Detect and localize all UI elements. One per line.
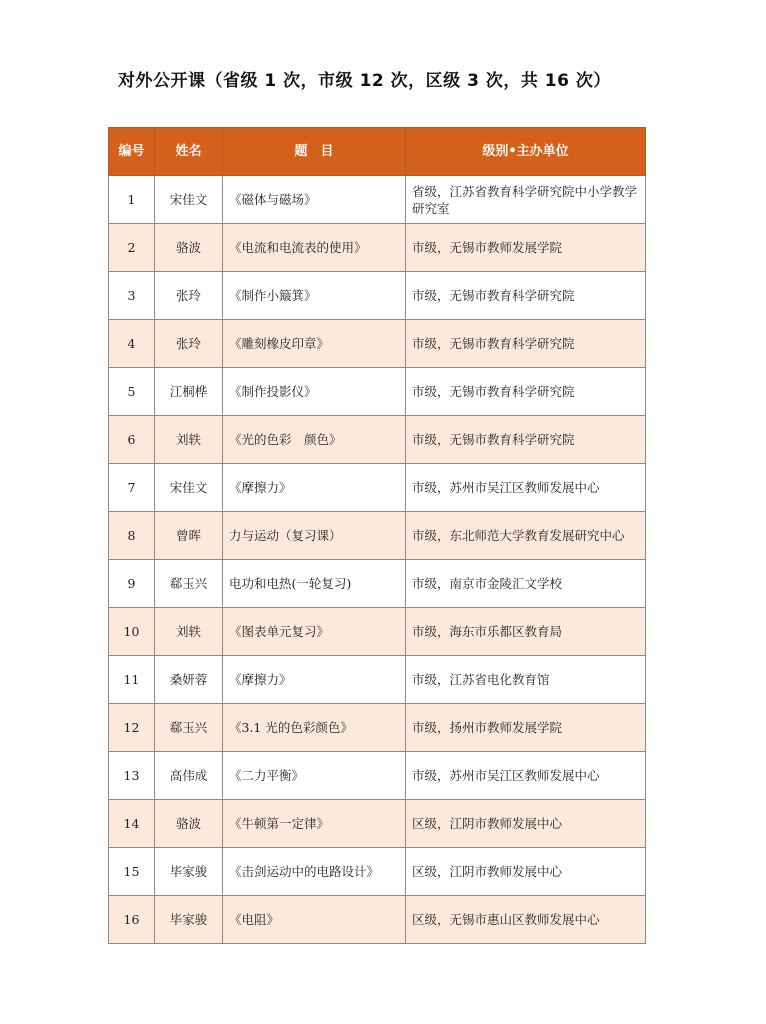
table-header (109, 128, 646, 176)
row-lesson-title: 《牛顿第一定律》 (223, 800, 406, 848)
row-lesson-title: 《击剑运动中的电路设计》 (223, 848, 406, 896)
header-row (109, 128, 646, 176)
row-number: 1 (109, 176, 155, 224)
header-number: 编号 (109, 128, 155, 176)
row-teacher-name: 江桐桦 (155, 368, 223, 416)
table-row (109, 320, 646, 368)
row-number: 7 (109, 464, 155, 512)
row-number: 14 (109, 800, 155, 848)
row-teacher-name: 张玲 (155, 320, 223, 368)
row-number: 12 (109, 704, 155, 752)
row-level-unit: 区级，无锡市惠山区教师发展中心 (406, 896, 646, 944)
row-teacher-name: 郗玉兴 (155, 704, 223, 752)
row-teacher-name: 宋佳文 (155, 464, 223, 512)
row-level-unit: 市级，无锡市教师发展学院 (406, 224, 646, 272)
row-lesson-title: 《摩擦力》 (223, 656, 406, 704)
open-class-table (108, 127, 646, 944)
table-row (109, 512, 646, 560)
row-level-unit: 市级，海东市乐都区教育局 (406, 608, 646, 656)
row-lesson-title: 《电阻》 (223, 896, 406, 944)
page-title: 对外公开课（省级 1 次，市级 12 次，区级 3 次，共 16 次） (118, 71, 611, 91)
row-teacher-name: 宋佳文 (155, 176, 223, 224)
row-level-unit: 市级，东北师范大学教育发展研究中心 (406, 512, 646, 560)
row-level-unit: 市级，无锡市教育科学研究院 (406, 416, 646, 464)
table-row (109, 416, 646, 464)
row-lesson-title: 《制作小簸箕》 (223, 272, 406, 320)
row-number: 3 (109, 272, 155, 320)
table-body (109, 176, 646, 944)
row-level-unit: 市级，苏州市吴江区教师发展中心 (406, 752, 646, 800)
row-number: 6 (109, 416, 155, 464)
row-number: 16 (109, 896, 155, 944)
row-level-unit: 市级，江苏省电化教育馆 (406, 656, 646, 704)
row-lesson-title: 《电流和电流表的使用》 (223, 224, 406, 272)
header-title: 题 目 (223, 128, 406, 176)
row-lesson-title: 《雕刻橡皮印章》 (223, 320, 406, 368)
row-level-unit: 市级，扬州市教师发展学院 (406, 704, 646, 752)
row-teacher-name: 郗玉兴 (155, 560, 223, 608)
row-level-unit: 市级，无锡市教育科学研究院 (406, 272, 646, 320)
table-row (109, 848, 646, 896)
row-level-unit: 市级，无锡市教育科学研究院 (406, 368, 646, 416)
row-lesson-title: 《3.1 光的色彩颜色》 (223, 704, 406, 752)
row-lesson-title: 《图表单元复习》 (223, 608, 406, 656)
row-number: 2 (109, 224, 155, 272)
row-teacher-name: 骆波 (155, 224, 223, 272)
row-teacher-name: 桑妍蓉 (155, 656, 223, 704)
row-teacher-name: 高伟成 (155, 752, 223, 800)
row-lesson-title: 电功和电热(一轮复习) (223, 560, 406, 608)
row-teacher-name: 曾晖 (155, 512, 223, 560)
table-row (109, 704, 646, 752)
row-lesson-title: 《光的色彩 颜色》 (223, 416, 406, 464)
row-number: 9 (109, 560, 155, 608)
header-level-unit: 级别•主办单位 (406, 128, 646, 176)
table-row (109, 752, 646, 800)
row-lesson-title: 力与运动（复习课） (223, 512, 406, 560)
table-row (109, 272, 646, 320)
table-row (109, 608, 646, 656)
row-level-unit: 区级，江阴市教师发展中心 (406, 848, 646, 896)
row-number: 8 (109, 512, 155, 560)
table-row (109, 800, 646, 848)
row-lesson-title: 《二力平衡》 (223, 752, 406, 800)
row-level-unit: 市级，苏州市吴江区教师发展中心 (406, 464, 646, 512)
row-teacher-name: 刘轶 (155, 416, 223, 464)
row-number: 11 (109, 656, 155, 704)
row-teacher-name: 毕家骏 (155, 896, 223, 944)
table-row (109, 464, 646, 512)
row-level-unit: 市级，无锡市教育科学研究院 (406, 320, 646, 368)
row-teacher-name: 毕家骏 (155, 848, 223, 896)
row-number: 10 (109, 608, 155, 656)
table-row (109, 368, 646, 416)
row-teacher-name: 骆波 (155, 800, 223, 848)
row-teacher-name: 刘轶 (155, 608, 223, 656)
table-row (109, 224, 646, 272)
row-number: 5 (109, 368, 155, 416)
row-number: 4 (109, 320, 155, 368)
row-lesson-title: 《磁体与磁场》 (223, 176, 406, 224)
row-teacher-name: 张玲 (155, 272, 223, 320)
row-number: 13 (109, 752, 155, 800)
row-number: 15 (109, 848, 155, 896)
table-row (109, 176, 646, 224)
row-level-unit: 市级，南京市金陵汇文学校 (406, 560, 646, 608)
row-level-unit: 省级，江苏省教育科学研究院中小学教学研究室 (406, 176, 646, 224)
row-level-unit: 区级，江阴市教师发展中心 (406, 800, 646, 848)
header-name: 姓名 (155, 128, 223, 176)
row-lesson-title: 《制作投影仪》 (223, 368, 406, 416)
table-row (109, 656, 646, 704)
table-row (109, 896, 646, 944)
table-row (109, 560, 646, 608)
row-lesson-title: 《摩擦力》 (223, 464, 406, 512)
